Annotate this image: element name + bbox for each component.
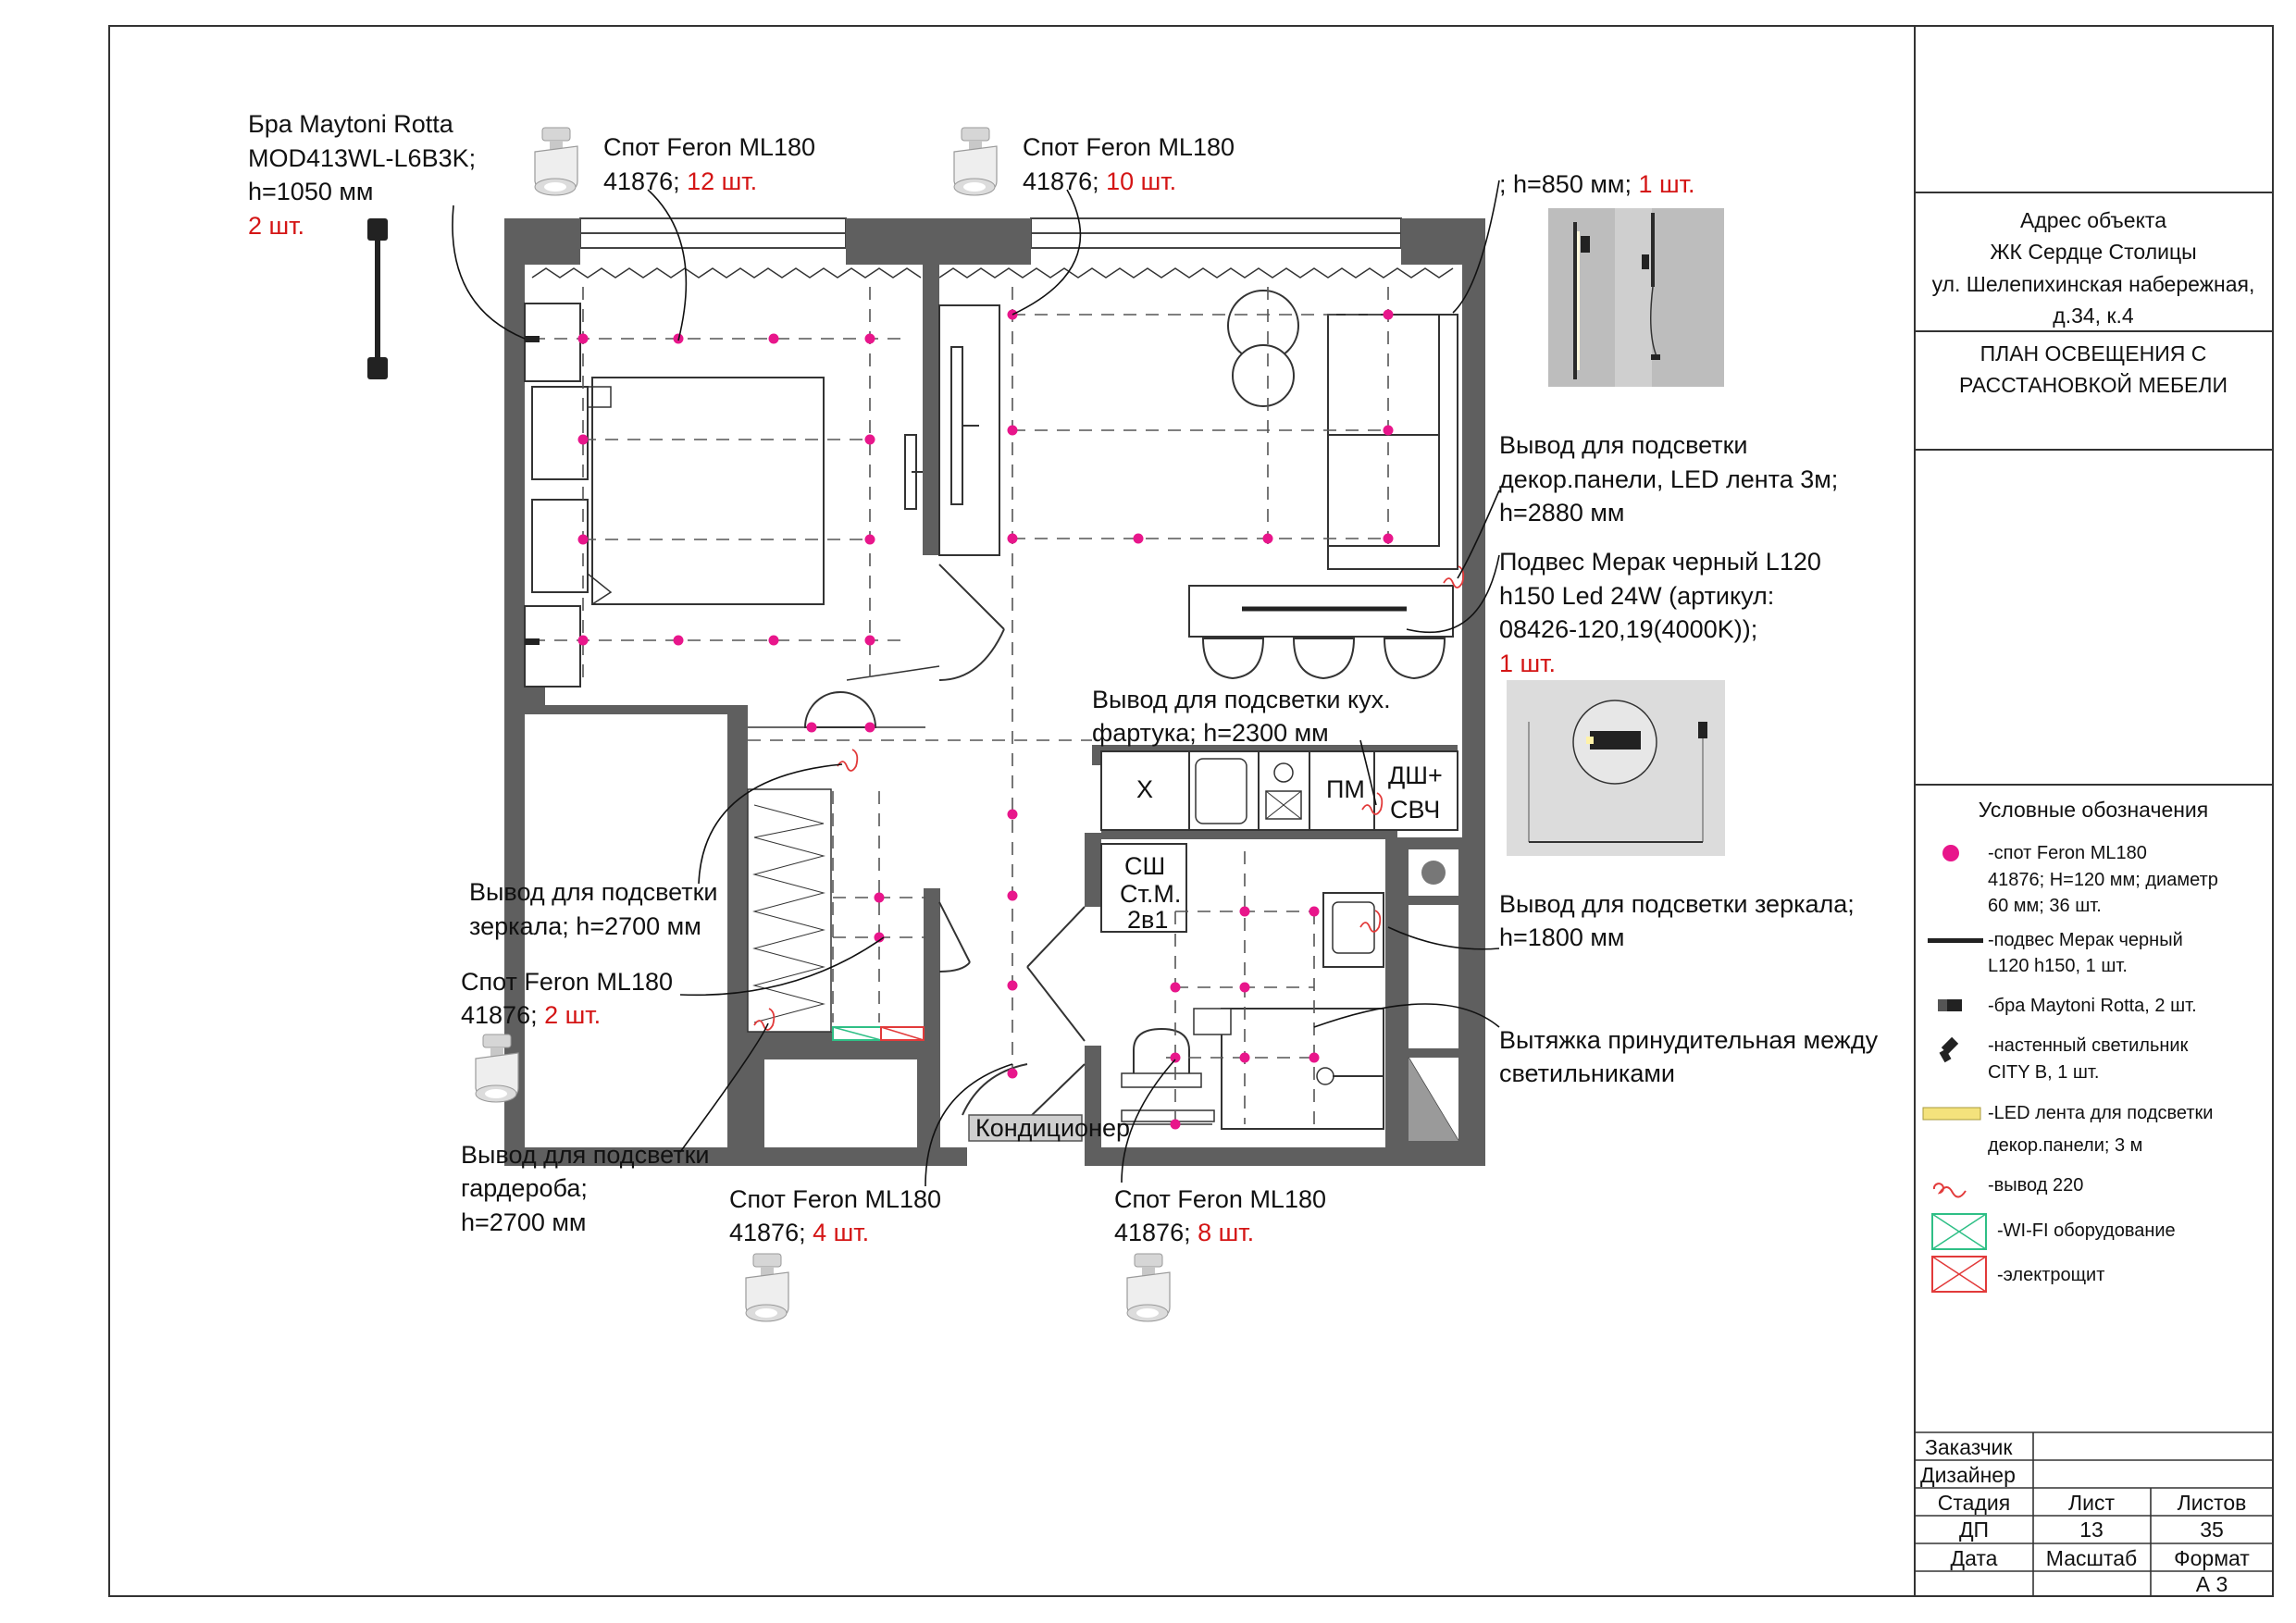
label-washer-2: Ст.М. [1120,880,1182,908]
entrance-door [962,1064,1085,1120]
spot-light [1134,534,1144,544]
callout-spot-living-line1: Спот Feron ML180 [1023,133,1235,161]
bra-symbol [525,638,540,645]
spot-light [1008,891,1018,901]
bar-stool-3 [1384,638,1445,678]
spot-light [1171,983,1181,993]
legend-pendant-line1: -подвес Мерак черный [1988,930,2183,950]
spot-light [1263,534,1273,544]
bedroom-door-arc [847,666,939,680]
svg-text:41876; 12 шт. [603,167,757,195]
spot-light [1008,981,1018,991]
wardrobe-living [939,305,999,555]
curtain-bedroom [532,268,921,278]
callout-pendant-line1: Подвес Мерак черный L120 [1499,548,1821,576]
legend-led-line1: -LED лента для подсветки [1988,1103,2214,1123]
callout-exhaust-line1: Вытяжка принудительная между [1499,1026,1879,1054]
spot-light [1171,1120,1181,1130]
toilet [1134,1029,1189,1073]
bath-wall-left [1085,833,1101,907]
spot-light [865,723,875,733]
stamp-sheets-value: 35 [2200,1518,2224,1542]
callout-spot-wardrobe-qty: 2 шт. [544,1001,602,1029]
bedroom-chair [805,692,875,727]
legend-wall-line2: CITY B, 1 шт. [1988,1062,2100,1083]
spot-light [1309,1053,1320,1063]
label-washer-3: 2в1 [1127,906,1169,934]
spot-light [1240,1053,1250,1063]
svg-text:41876; 4 шт. [729,1219,869,1246]
legend-led-line2: декор.панели; 3 м [1988,1135,2143,1156]
label-washer-1: СШ [1124,852,1166,880]
legend-wifi-icon [1932,1214,1986,1249]
spot-lamp-icon [746,1254,788,1321]
coffee-table-2 [1233,345,1294,406]
callout-pendant-line3: 08426-120,19(4000K)); [1499,615,1758,643]
title-block [1915,192,2273,1596]
callout-pendant-qty: 1 шт. [1499,650,1557,677]
spot-light [865,535,875,545]
callout-spot-bedroom [603,133,815,195]
callout-spot-hall-line2: 41876; [729,1219,813,1246]
callout-spot-bath [1114,1185,1326,1246]
svg-text:41876; 8 шт. [1114,1219,1254,1246]
wardrobe-door [939,902,970,972]
wardrobe-right-wall [924,888,940,1032]
closet-wall [727,705,748,1153]
legend-spot-line1: -спот Feron ML180 [1988,843,2147,863]
label-oven-2: СВЧ [1390,796,1441,824]
spot-light [578,636,589,646]
callout-spot-bath-line2: 41876; [1114,1219,1198,1246]
callout-decor-panel-line3: h=2880 мм [1499,499,1625,527]
stamp-sheet-label: Лист [2068,1491,2115,1515]
callout-spot-wardrobe-line2: 41876; [461,1001,545,1029]
spot-light [865,435,875,445]
legend-spot-line3: 60 мм; 36 шт. [1988,896,2102,916]
legend-outlet-text: -вывод 220 [1988,1175,2084,1196]
callout-spot-bedroom-line2: 41876; [603,167,688,195]
callout-kitchen-apron [1092,686,1391,747]
bra-lamp-icon [367,218,388,379]
closet-block-left [525,705,733,714]
address-line-4: д.34, к.4 [2053,304,2134,328]
spot-light [807,723,817,733]
callout-mirror-bedroom-line2: зеркала; h=2700 мм [469,912,701,940]
spot-light [1008,810,1018,820]
stamp-designer: Дизайнер [1920,1463,2016,1487]
wall-east-right [1464,218,1485,1166]
wall-lamp-photo [1548,208,1724,387]
legend-pendant-icon [1928,938,1983,943]
callout-bra-line1: Бра Maytoni Rotta [248,110,453,138]
spot-light [1008,1069,1018,1079]
stamp-sheets-label: Листов [2177,1491,2247,1515]
spot-light [865,334,875,344]
callout-decor-panel-line2: декор.панели, LED лента 3м; [1499,465,1839,493]
svg-text:41876; 10 шт. [1023,167,1176,195]
callout-spot-hall-line1: Спот Feron ML180 [729,1185,941,1213]
label-fridge: Х [1136,775,1154,803]
callout-wardrobe-light-line2: гардероба; [461,1174,588,1202]
callout-mirror-bath [1499,890,1855,951]
spot-lamp-icon [535,128,577,195]
callout-wall-lamp [1499,170,1695,198]
bra-symbol [525,336,540,342]
spot-light [1384,534,1394,544]
wall-hall-east [924,1032,940,1147]
legend-wall-line1: -настенный светильник [1988,1035,2189,1056]
callout-pendant-line2: h150 Led 24W (артикул: [1499,582,1775,610]
spot-light [1309,907,1320,917]
callout-wardrobe-light [461,1141,709,1236]
callout-bra-qty: 2 шт. [248,212,305,240]
callout-spot-wardrobe [461,968,673,1029]
sheet-title-line-1: ПЛАН ОСВЕЩЕНИЯ С [1980,341,2207,365]
legend-led-icon [1923,1108,1980,1120]
stamp-scale-label: Масштаб [2045,1546,2138,1570]
bed-pillow-2 [532,500,588,592]
callout-kitchen-apron-line2: фартука; h=2300 мм [1092,719,1329,747]
pendant-lamp-photo [1507,680,1725,856]
curtain-living [939,268,1453,278]
callout-wardrobe-light-line3: h=2700 мм [461,1208,587,1236]
label-dishwasher: ПМ [1326,775,1365,803]
callout-bra [248,110,476,240]
outlet-symbol [838,750,857,771]
callout-pendant [1499,548,1821,677]
spot-light [875,893,885,903]
spot-light [1008,426,1018,436]
stamp-stage-label: Стадия [1937,1491,2011,1515]
spot-light [1240,983,1250,993]
callout-decor-panel-line1: Вывод для подсветки [1499,431,1748,459]
stamp-date-label: Дата [1950,1546,1998,1570]
bar-stool-1 [1203,638,1263,678]
bed-pillow-1 [532,387,588,479]
bedroom-nightstand-bottom [525,606,580,687]
legend-wifi-text: -WI-FI оборудование [1997,1220,2176,1241]
svg-text:; h=850 мм; 1 шт. [1499,170,1695,198]
shaft-wall [1385,837,1402,1147]
callout-spot-bath-line1: Спот Feron ML180 [1114,1185,1326,1213]
legend-panel-text: -электрощит [1997,1265,2105,1285]
wardrobe-shelves [748,789,831,1032]
address-line-2: ЖК Сердце Столицы [1990,240,2197,264]
callout-bra-line3: h=1050 мм [248,178,374,205]
bed [592,378,824,604]
callout-spot-living-qty: 10 шт. [1106,167,1177,195]
spot-light [578,435,589,445]
legend-spot-icon [1942,845,1959,861]
spot-lamp-icon [954,128,997,195]
stamp-format-value: А 3 [2195,1572,2228,1596]
stamp-sheet-value: 13 [2079,1518,2104,1542]
legend-panel-icon [1932,1257,1986,1292]
partition-bedroom-hall [923,265,939,555]
callout-bra-line2: MOD413WL-L6B3K; [248,144,477,172]
bedroom-door [939,564,1004,680]
legend-outlet-icon [1934,1183,1966,1196]
callout-mirror-bedroom-line1: Вывод для подсветки [469,878,718,906]
bar-stool-2 [1294,638,1354,678]
callout-spot-bedroom-qty: 12 шт. [687,167,758,195]
bath-wall-bottomleft [1085,1046,1101,1166]
spot-light [1384,426,1394,436]
spot-light [1384,310,1394,320]
spot-light [769,636,779,646]
spot-light [578,535,589,545]
svg-text:41876; 2 шт. [461,1001,601,1029]
callout-spot-hall [729,1185,941,1246]
legend-bra-text: -бра Maytoni Rotta, 2 шт. [1988,996,2197,1016]
callout-wall-lamp-text: ; h=850 мм; [1499,170,1639,198]
spot-light [1171,1053,1181,1063]
shower-area [1222,1009,1384,1129]
legend-wall-lamp-icon [1940,1037,1959,1062]
legend-pendant-line2: L120 h150, 1 шт. [1988,956,2128,976]
callout-kitchen-apron-line1: Вывод для подсветки кух. [1092,686,1391,713]
callout-exhaust-line2: светильниками [1499,1059,1675,1087]
callout-spot-living [1023,133,1235,195]
label-oven-1: ДШ+ [1388,762,1443,789]
wall-bedroom-south [525,687,545,705]
bath-door [1027,907,1085,1041]
label-conditioner: Кондиционер [975,1114,1130,1142]
callout-decor-panel [1499,431,1838,527]
living-tv [951,347,962,504]
stamp-customer: Заказчик [1925,1435,2013,1459]
callout-mirror-bath-line2: h=1800 мм [1499,923,1625,951]
spot-light [769,334,779,344]
spot-light [1240,907,1250,917]
callout-wardrobe-light-line1: Вывод для подсветки [461,1141,710,1169]
callout-wall-lamp-qty: 1 шт. [1638,170,1695,198]
ventilation-shaft [1421,861,1446,885]
spot-lamp-icon [1127,1254,1170,1321]
stamp-stage-value: ДП [1958,1518,1990,1542]
callout-spot-living-line2: 41876; [1023,167,1107,195]
callout-spot-bedroom-line1: Спот Feron ML180 [603,133,815,161]
stamp-format-label: Формат [2174,1546,2250,1570]
address-line-3: ул. Шелепихинская набережная, [1931,272,2255,296]
callout-spot-hall-qty: 4 шт. [813,1219,870,1246]
callout-spot-bath-qty: 8 шт. [1198,1219,1255,1246]
callout-mirror-bath-line1: Вывод для подсветки зеркала; [1499,890,1855,918]
spot-light [674,636,684,646]
callout-spot-wardrobe-line1: Спот Feron ML180 [461,968,673,996]
legend-spot-line2: 41876; Н=120 мм; диаметр [1988,870,2218,890]
sheet-title-line-2: РАССТАНОВКОЙ МЕБЕЛИ [1958,373,2228,397]
spot-light [865,636,875,646]
legend-title: Условные обозначения [1978,798,2209,822]
address-line-1: Адрес объекта [2020,208,2166,232]
callout-exhaust [1499,1026,1879,1087]
spot-light [578,334,589,344]
spot-light [1008,534,1018,544]
